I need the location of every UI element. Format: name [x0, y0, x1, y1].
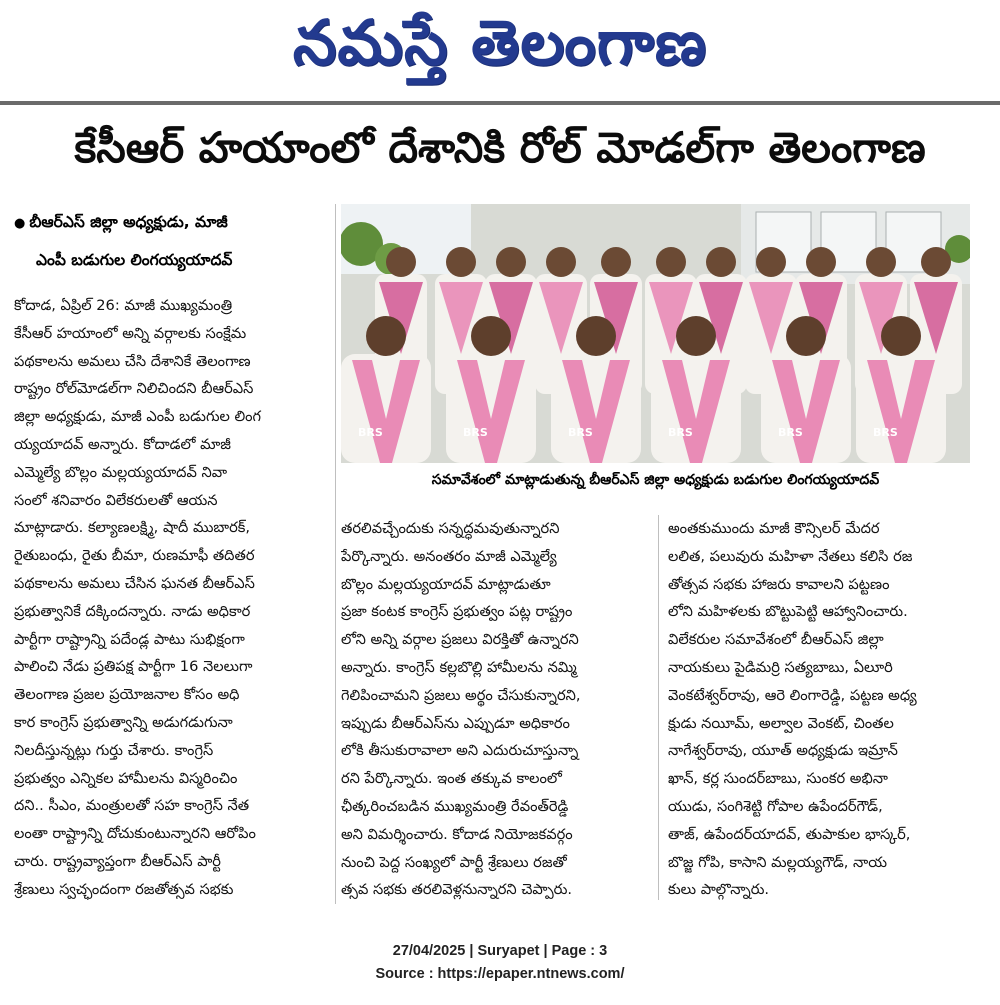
article-text-line: ఛీత్కరించబడిన ముఖ్యమంత్రి రేవంత్‌రెడ్డి [341, 797, 569, 815]
article-text-line: గెలిపించామని ప్రజలు అర్థం చేసుకున్నారని, [341, 686, 581, 704]
article-text-line: లంతా రాష్ట్రాన్ని దోచుకుంటున్నారని ఆరోపిం [14, 825, 256, 843]
article-text-line: మాట్లాడారు. కల్యాణలక్ష్మి, షాదీ ముబారక్, [14, 519, 250, 537]
article-text-line: అని విమర్శించారు. కోదాడ నియోజకవర్గం [341, 825, 573, 843]
group-photo-illustration [341, 204, 970, 463]
article-text-line: ప్రభుత్వానికే దక్కిందన్నారు. నాడు అధికార [14, 602, 251, 620]
article-subhead [14, 204, 330, 278]
article-photo [341, 204, 970, 463]
article-text-line: లోని మహిళలకు బొట్టుపెట్టి ఆహ్వానించారు. [668, 603, 908, 621]
article-text-line: సంలో శనివారం విలేకరులతో ఆయన [14, 491, 218, 509]
article-text-line: రైతుబంధు, రైతు బీమా, రుణమాఫీ తదితర [14, 547, 255, 565]
article-text-line: వెంకటేశ్వర్‌రావు, ఆరె లింగారెడ్డి, పట్టణ అధ్య [668, 686, 917, 704]
article-text-line: అన్నారు. కాంగ్రెస్ కల్లబొల్లి హామీలను నమ్మి [341, 658, 577, 676]
article-text-line: క్షుడు నయీమ్, అల్వాల వెంకట్, చింతల [668, 714, 894, 732]
column-divider [658, 515, 659, 900]
scarf-label: BRS [778, 426, 803, 439]
article-text-line: నిలదీస్తున్నట్లు గుర్తు చేశారు. కాంగ్రెస్ [14, 741, 214, 759]
article-text-line: కోదాడ, ఏప్రిల్ 26: మాజీ ముఖ్యమంత్రి [14, 297, 233, 314]
scarf-label: BRS [358, 426, 383, 439]
photo-caption: సమావేశంలో మాట్లాడుతున్న బీఆర్ఎస్ జిల్లా అధ్యక్షుడు బడుగుల లింగయ్యయాదవ్ [431, 471, 880, 488]
article-text-line: ప్రజా కంటక కాంగ్రెస్ ప్రభుత్వం పట్ల రాష్ట్రం [341, 603, 573, 621]
article-text-line: తెలంగాణ ప్రజల ప్రయోజనాల కోసం అధి [14, 686, 240, 704]
article-text-line: త్సవ సభకు తరలివెళ్లనున్నారని చెప్పారు. [341, 881, 573, 899]
article-text-line: రని పేర్కొన్నారు. ఇంత తక్కువ కాలంలో [341, 770, 562, 788]
article-text-line: జిల్లా అధ్యక్షుడు, మాజీ ఎంపీ బడుగుల లింగ [14, 408, 261, 426]
article-text-line: శ్రేణులు స్వచ్ఛందంగా రజతోత్సవ సభకు [14, 880, 234, 898]
masthead [0, 0, 1000, 100]
article-text-line: తోత్సవ సభకు హాజరు కావాలని పట్టణం [668, 575, 890, 593]
article-text-line: యుడు, సంగిశెట్టి గోపాల ఉపేందర్‌గౌడ్, [668, 797, 883, 815]
article-text-line: కులు పాల్గొన్నారు. [668, 881, 770, 899]
article-text-line: పథకాలను అమలు చేసిన ఘనత బీఆర్ఎస్ [14, 574, 255, 592]
article-text-line: ఇప్పుడు బీఆర్ఎస్‌ను ఎప్పుడూ అధికారం [341, 714, 570, 732]
article-column-3 [668, 515, 970, 904]
footer-source: Source : https://epaper.ntnews.com/ [375, 966, 625, 982]
scarf-label: BRS [568, 426, 593, 439]
scarf-label: BRS [463, 426, 488, 439]
page-footer [0, 940, 1000, 986]
article-text-line: పాలించి నేడు ప్రతిపక్ష పార్టీగా 16 నెలలుగా [14, 658, 253, 676]
article-column-2 [341, 515, 648, 904]
article-text-line: లలిత, పలువురు మహిళా నేతలు కలిసి రజ [668, 547, 913, 565]
article-text-line: పథకాలను అమలు చేసి దేశానికే తెలంగాణ [14, 352, 251, 370]
article-text-line: చారు. రాష్ట్రవ్యాప్తంగా బీఆర్ఎస్ పార్టీ [14, 852, 221, 870]
article-text-line: ప్రభుత్వం ఎన్నికల హామీలను విస్మరించిం [14, 769, 238, 787]
article-text-line: లోని అన్ని వర్గాల ప్రజలు విరక్తితో ఉన్నారని [341, 631, 579, 649]
subhead-line-1 [14, 213, 228, 231]
article-text-line: ఎమ్మెల్యే బొల్లం మల్లయ్యయాదవ్ నివా [14, 463, 228, 481]
article-text-line: పార్టీగా రాష్ట్రాన్ని పదేండ్ల పాటు సుభిక్షంగా [14, 630, 245, 648]
article-text-line: తరలివచ్చేందుకు సన్నద్ధమవుతున్నారని [341, 520, 560, 537]
article-text-line: బొల్లం మల్లయ్యయాదవ్ మాట్లాడుతూ [341, 575, 551, 593]
article-text-line: ఖాన్, కర్ల సుందర్‌బాబు, సుంకర అభినా [668, 770, 888, 788]
article-text-line: కార కాంగ్రెస్ ప్రభుత్వాన్ని అడుగడుగునా [14, 713, 233, 731]
article-text-line: య్యయాదవ్ అన్నారు. కోదాడలో మాజీ [14, 435, 231, 453]
article-headline: కేసీఆర్ హయాంలో దేశానికి రోల్ మోడల్‌గా తెలంగాణ [74, 123, 926, 172]
article-column-1 [14, 292, 330, 904]
subhead-text-2: ఎంపీ బడుగుల లింగయ్యయాదవ్ [36, 251, 233, 269]
article-text-line: పేర్కొన్నారు. అనంతరం మాజీ ఎమ్మెల్యే [341, 547, 557, 565]
article-text-line: తాజ్, ఉపేందర్‌యాదవ్, తుపాకుల భాస్కర్, [668, 825, 911, 843]
article-text-line: బొజ్జ గోపి, కాసాని మల్లయ్యగౌడ్, నాయ [668, 853, 887, 871]
article-text-line: దని.. సీఎం, మంత్రులతో సహ కాంగ్రెస్ నేత [14, 797, 250, 815]
article-text-line: లోకి తీసుకురావాలా అని ఎదురుచూస్తున్నా [341, 742, 579, 760]
bullet-icon: ● [14, 216, 26, 231]
footer-date-edition: 27/04/2025 | Suryapet | Page : 3 [392, 943, 608, 959]
subhead-text-1: బీఆర్ఎస్ జిల్లా అధ్యక్షుడు, మాజీ [29, 213, 228, 231]
newspaper-logo: నమస్తే తెలంగాణ [292, 6, 708, 79]
scarf-label: BRS [873, 426, 898, 439]
article-text-line: నాయకులు పైడిమర్రి సత్యబాబు, ఏలూరి [668, 658, 893, 676]
column-divider [335, 204, 336, 904]
scarf-label: BRS [668, 426, 693, 439]
article-text-line: కేసీఆర్ హయాంలో అన్ని వర్గాలకు సంక్షేమ [14, 324, 247, 342]
article-text-line: నుంచి పెద్ద సంఖ్యలో పార్టీ శ్రేణులు రజతో [341, 853, 567, 871]
masthead-rule [0, 101, 1000, 105]
article-text-line: నాగేశ్వర్‌రావు, యూత్ అధ్యక్షుడు ఇమ్రాన్ [668, 742, 898, 760]
article-text-line: అంతకుముందు మాజీ కౌన్సిలర్ మేదర [668, 520, 880, 537]
article-text-line: విలేకరుల సమావేశంలో బీఆర్ఎస్ జిల్లా [668, 631, 884, 649]
article-text-line: రాష్ట్రం రోల్‌మోడల్‌గా నిలిచిందని బీఆర్ఎస్ [14, 380, 254, 398]
